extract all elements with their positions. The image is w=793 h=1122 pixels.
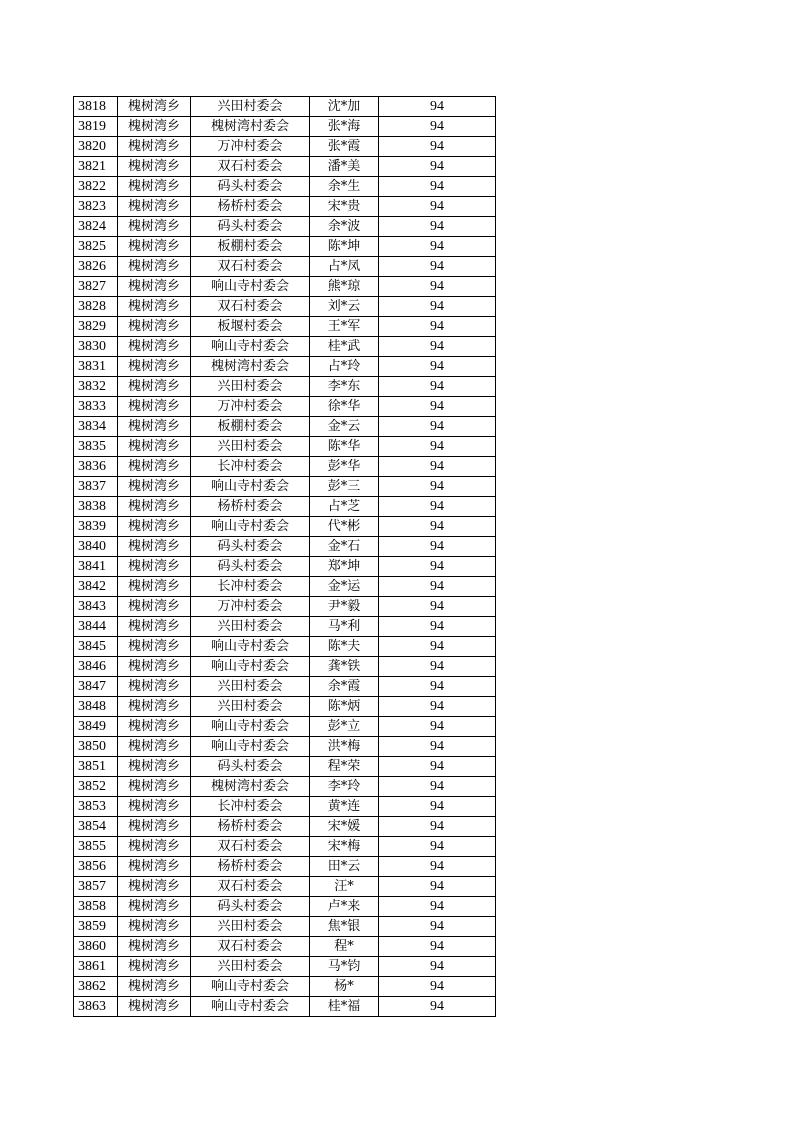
village-cell: 兴田村委会	[191, 377, 310, 397]
name-cell: 徐*华	[310, 397, 379, 417]
row-number-cell: 3840	[74, 537, 118, 557]
score-cell: 94	[379, 477, 496, 497]
row-number-cell: 3857	[74, 877, 118, 897]
row-number-cell: 3822	[74, 177, 118, 197]
name-cell: 郑*坤	[310, 557, 379, 577]
village-cell: 板堰村委会	[191, 317, 310, 337]
row-number-cell: 3819	[74, 117, 118, 137]
table-row	[74, 677, 496, 697]
township-cell: 槐树湾乡	[118, 957, 191, 977]
table-row	[74, 937, 496, 957]
table-row	[74, 397, 496, 417]
score-cell: 94	[379, 237, 496, 257]
village-cell: 万冲村委会	[191, 597, 310, 617]
row-number-cell: 3848	[74, 697, 118, 717]
township-cell: 槐树湾乡	[118, 217, 191, 237]
records-table-body	[74, 97, 496, 1017]
row-number-cell: 3833	[74, 397, 118, 417]
village-cell: 板棚村委会	[191, 237, 310, 257]
score-cell: 94	[379, 137, 496, 157]
row-number-cell: 3829	[74, 317, 118, 337]
township-cell: 槐树湾乡	[118, 417, 191, 437]
township-cell: 槐树湾乡	[118, 597, 191, 617]
score-cell: 94	[379, 157, 496, 177]
name-cell: 彭*立	[310, 717, 379, 737]
score-cell: 94	[379, 517, 496, 537]
table-row	[74, 837, 496, 857]
township-cell: 槐树湾乡	[118, 197, 191, 217]
village-cell: 响山寺村委会	[191, 717, 310, 737]
score-cell: 94	[379, 677, 496, 697]
table-row	[74, 757, 496, 777]
name-cell: 黄*连	[310, 797, 379, 817]
score-cell: 94	[379, 917, 496, 937]
row-number-cell: 3843	[74, 597, 118, 617]
table-row	[74, 137, 496, 157]
row-number-cell: 3849	[74, 717, 118, 737]
score-cell: 94	[379, 97, 496, 117]
score-cell: 94	[379, 977, 496, 997]
village-cell: 码头村委会	[191, 557, 310, 577]
score-cell: 94	[379, 357, 496, 377]
table-row	[74, 717, 496, 737]
table-row	[74, 357, 496, 377]
row-number-cell: 3856	[74, 857, 118, 877]
table-row	[74, 177, 496, 197]
score-cell: 94	[379, 657, 496, 677]
village-cell: 响山寺村委会	[191, 977, 310, 997]
score-cell: 94	[379, 377, 496, 397]
score-cell: 94	[379, 397, 496, 417]
table-row	[74, 637, 496, 657]
name-cell: 彭*三	[310, 477, 379, 497]
records-table	[73, 96, 496, 1017]
score-cell: 94	[379, 437, 496, 457]
row-number-cell: 3830	[74, 337, 118, 357]
village-cell: 万冲村委会	[191, 397, 310, 417]
village-cell: 槐树湾村委会	[191, 777, 310, 797]
name-cell: 刘*云	[310, 297, 379, 317]
row-number-cell: 3851	[74, 757, 118, 777]
score-cell: 94	[379, 537, 496, 557]
township-cell: 槐树湾乡	[118, 657, 191, 677]
table-row	[74, 537, 496, 557]
score-cell: 94	[379, 777, 496, 797]
table-row	[74, 317, 496, 337]
township-cell: 槐树湾乡	[118, 237, 191, 257]
village-cell: 兴田村委会	[191, 677, 310, 697]
township-cell: 槐树湾乡	[118, 377, 191, 397]
table-row	[74, 117, 496, 137]
score-cell: 94	[379, 877, 496, 897]
township-cell: 槐树湾乡	[118, 637, 191, 657]
township-cell: 槐树湾乡	[118, 797, 191, 817]
row-number-cell: 3821	[74, 157, 118, 177]
table-row	[74, 257, 496, 277]
score-cell: 94	[379, 557, 496, 577]
score-cell: 94	[379, 217, 496, 237]
table-row	[74, 497, 496, 517]
township-cell: 槐树湾乡	[118, 557, 191, 577]
name-cell: 陈*华	[310, 437, 379, 457]
village-cell: 长冲村委会	[191, 577, 310, 597]
village-cell: 槐树湾村委会	[191, 117, 310, 137]
table-row	[74, 237, 496, 257]
name-cell: 李*玲	[310, 777, 379, 797]
township-cell: 槐树湾乡	[118, 977, 191, 997]
village-cell: 码头村委会	[191, 757, 310, 777]
score-cell: 94	[379, 697, 496, 717]
score-cell: 94	[379, 637, 496, 657]
township-cell: 槐树湾乡	[118, 577, 191, 597]
name-cell: 张*霞	[310, 137, 379, 157]
village-cell: 响山寺村委会	[191, 737, 310, 757]
table-row	[74, 337, 496, 357]
table-row	[74, 217, 496, 237]
table-row	[74, 197, 496, 217]
name-cell: 田*云	[310, 857, 379, 877]
row-number-cell: 3818	[74, 97, 118, 117]
row-number-cell: 3862	[74, 977, 118, 997]
township-cell: 槐树湾乡	[118, 157, 191, 177]
township-cell: 槐树湾乡	[118, 757, 191, 777]
village-cell: 双石村委会	[191, 937, 310, 957]
name-cell: 洪*梅	[310, 737, 379, 757]
township-cell: 槐树湾乡	[118, 177, 191, 197]
row-number-cell: 3820	[74, 137, 118, 157]
village-cell: 响山寺村委会	[191, 657, 310, 677]
name-cell: 金*石	[310, 537, 379, 557]
township-cell: 槐树湾乡	[118, 317, 191, 337]
score-cell: 94	[379, 257, 496, 277]
township-cell: 槐树湾乡	[118, 477, 191, 497]
row-number-cell: 3863	[74, 997, 118, 1017]
name-cell: 张*海	[310, 117, 379, 137]
table-row	[74, 857, 496, 877]
table-row	[74, 737, 496, 757]
village-cell: 杨桥村委会	[191, 197, 310, 217]
township-cell: 槐树湾乡	[118, 877, 191, 897]
township-cell: 槐树湾乡	[118, 697, 191, 717]
village-cell: 杨桥村委会	[191, 857, 310, 877]
name-cell: 宋*梅	[310, 837, 379, 857]
row-number-cell: 3845	[74, 637, 118, 657]
township-cell: 槐树湾乡	[118, 857, 191, 877]
row-number-cell: 3859	[74, 917, 118, 937]
village-cell: 码头村委会	[191, 217, 310, 237]
township-cell: 槐树湾乡	[118, 937, 191, 957]
table-row	[74, 417, 496, 437]
name-cell: 龚*铁	[310, 657, 379, 677]
row-number-cell: 3825	[74, 237, 118, 257]
name-cell: 王*军	[310, 317, 379, 337]
table-row	[74, 817, 496, 837]
name-cell: 余*生	[310, 177, 379, 197]
township-cell: 槐树湾乡	[118, 457, 191, 477]
village-cell: 响山寺村委会	[191, 477, 310, 497]
table-row	[74, 477, 496, 497]
score-cell: 94	[379, 597, 496, 617]
village-cell: 杨桥村委会	[191, 817, 310, 837]
village-cell: 兴田村委会	[191, 617, 310, 637]
village-cell: 兴田村委会	[191, 437, 310, 457]
township-cell: 槐树湾乡	[118, 337, 191, 357]
row-number-cell: 3861	[74, 957, 118, 977]
village-cell: 兴田村委会	[191, 957, 310, 977]
name-cell: 余*霞	[310, 677, 379, 697]
name-cell: 彭*华	[310, 457, 379, 477]
row-number-cell: 3850	[74, 737, 118, 757]
name-cell: 桂*武	[310, 337, 379, 357]
score-cell: 94	[379, 737, 496, 757]
score-cell: 94	[379, 857, 496, 877]
score-cell: 94	[379, 937, 496, 957]
village-cell: 长冲村委会	[191, 797, 310, 817]
row-number-cell: 3858	[74, 897, 118, 917]
row-number-cell: 3823	[74, 197, 118, 217]
name-cell: 程*	[310, 937, 379, 957]
name-cell: 熊*琼	[310, 277, 379, 297]
township-cell: 槐树湾乡	[118, 777, 191, 797]
score-cell: 94	[379, 277, 496, 297]
village-cell: 双石村委会	[191, 257, 310, 277]
name-cell: 陈*夫	[310, 637, 379, 657]
table-row	[74, 657, 496, 677]
table-row	[74, 617, 496, 637]
table-row	[74, 997, 496, 1017]
score-cell: 94	[379, 117, 496, 137]
score-cell: 94	[379, 797, 496, 817]
village-cell: 码头村委会	[191, 177, 310, 197]
row-number-cell: 3852	[74, 777, 118, 797]
name-cell: 焦*银	[310, 917, 379, 937]
table-row	[74, 977, 496, 997]
name-cell: 陈*坤	[310, 237, 379, 257]
village-cell: 板棚村委会	[191, 417, 310, 437]
township-cell: 槐树湾乡	[118, 677, 191, 697]
row-number-cell: 3828	[74, 297, 118, 317]
row-number-cell: 3841	[74, 557, 118, 577]
township-cell: 槐树湾乡	[118, 617, 191, 637]
score-cell: 94	[379, 997, 496, 1017]
row-number-cell: 3855	[74, 837, 118, 857]
score-cell: 94	[379, 457, 496, 477]
name-cell: 宋*贵	[310, 197, 379, 217]
village-cell: 响山寺村委会	[191, 337, 310, 357]
score-cell: 94	[379, 497, 496, 517]
village-cell: 万冲村委会	[191, 137, 310, 157]
table-row	[74, 437, 496, 457]
score-cell: 94	[379, 297, 496, 317]
name-cell: 占*玲	[310, 357, 379, 377]
village-cell: 响山寺村委会	[191, 277, 310, 297]
score-cell: 94	[379, 417, 496, 437]
name-cell: 汪*	[310, 877, 379, 897]
village-cell: 双石村委会	[191, 297, 310, 317]
township-cell: 槐树湾乡	[118, 397, 191, 417]
township-cell: 槐树湾乡	[118, 537, 191, 557]
village-cell: 兴田村委会	[191, 917, 310, 937]
township-cell: 槐树湾乡	[118, 517, 191, 537]
score-cell: 94	[379, 197, 496, 217]
row-number-cell: 3847	[74, 677, 118, 697]
row-number-cell: 3834	[74, 417, 118, 437]
name-cell: 潘*美	[310, 157, 379, 177]
row-number-cell: 3842	[74, 577, 118, 597]
table-row	[74, 917, 496, 937]
name-cell: 余*波	[310, 217, 379, 237]
township-cell: 槐树湾乡	[118, 437, 191, 457]
township-cell: 槐树湾乡	[118, 817, 191, 837]
table-row	[74, 157, 496, 177]
name-cell: 金*云	[310, 417, 379, 437]
township-cell: 槐树湾乡	[118, 117, 191, 137]
row-number-cell: 3835	[74, 437, 118, 457]
table-row	[74, 797, 496, 817]
score-cell: 94	[379, 617, 496, 637]
township-cell: 槐树湾乡	[118, 917, 191, 937]
village-cell: 杨桥村委会	[191, 497, 310, 517]
row-number-cell: 3844	[74, 617, 118, 637]
village-cell: 双石村委会	[191, 157, 310, 177]
township-cell: 槐树湾乡	[118, 357, 191, 377]
name-cell: 程*荣	[310, 757, 379, 777]
score-cell: 94	[379, 817, 496, 837]
village-cell: 响山寺村委会	[191, 517, 310, 537]
table-row	[74, 897, 496, 917]
score-cell: 94	[379, 317, 496, 337]
score-cell: 94	[379, 957, 496, 977]
row-number-cell: 3837	[74, 477, 118, 497]
township-cell: 槐树湾乡	[118, 997, 191, 1017]
name-cell: 马*利	[310, 617, 379, 637]
score-cell: 94	[379, 577, 496, 597]
name-cell: 李*东	[310, 377, 379, 397]
row-number-cell: 3832	[74, 377, 118, 397]
score-cell: 94	[379, 837, 496, 857]
table-row	[74, 557, 496, 577]
row-number-cell: 3860	[74, 937, 118, 957]
row-number-cell: 3839	[74, 517, 118, 537]
table-row	[74, 517, 496, 537]
row-number-cell: 3836	[74, 457, 118, 477]
township-cell: 槐树湾乡	[118, 277, 191, 297]
township-cell: 槐树湾乡	[118, 297, 191, 317]
village-cell: 双石村委会	[191, 837, 310, 857]
score-cell: 94	[379, 337, 496, 357]
township-cell: 槐树湾乡	[118, 257, 191, 277]
township-cell: 槐树湾乡	[118, 837, 191, 857]
name-cell: 马*钧	[310, 957, 379, 977]
village-cell: 码头村委会	[191, 897, 310, 917]
name-cell: 占*凤	[310, 257, 379, 277]
village-cell: 槐树湾村委会	[191, 357, 310, 377]
row-number-cell: 3854	[74, 817, 118, 837]
name-cell: 卢*来	[310, 897, 379, 917]
table-row	[74, 97, 496, 117]
score-cell: 94	[379, 897, 496, 917]
table-row	[74, 457, 496, 477]
township-cell: 槐树湾乡	[118, 737, 191, 757]
table-row	[74, 877, 496, 897]
village-cell: 双石村委会	[191, 877, 310, 897]
township-cell: 槐树湾乡	[118, 717, 191, 737]
village-cell: 兴田村委会	[191, 697, 310, 717]
name-cell: 桂*福	[310, 997, 379, 1017]
score-cell: 94	[379, 717, 496, 737]
name-cell: 沈*加	[310, 97, 379, 117]
score-cell: 94	[379, 757, 496, 777]
name-cell: 宋*媛	[310, 817, 379, 837]
score-cell: 94	[379, 177, 496, 197]
township-cell: 槐树湾乡	[118, 497, 191, 517]
table-row	[74, 277, 496, 297]
table-row	[74, 577, 496, 597]
table-row	[74, 777, 496, 797]
row-number-cell: 3838	[74, 497, 118, 517]
row-number-cell: 3827	[74, 277, 118, 297]
village-cell: 长冲村委会	[191, 457, 310, 477]
name-cell: 陈*炳	[310, 697, 379, 717]
name-cell: 尹*毅	[310, 597, 379, 617]
table-row	[74, 597, 496, 617]
name-cell: 杨*	[310, 977, 379, 997]
name-cell: 金*运	[310, 577, 379, 597]
row-number-cell: 3853	[74, 797, 118, 817]
village-cell: 响山寺村委会	[191, 637, 310, 657]
township-cell: 槐树湾乡	[118, 97, 191, 117]
table-row	[74, 697, 496, 717]
row-number-cell: 3846	[74, 657, 118, 677]
township-cell: 槐树湾乡	[118, 897, 191, 917]
village-cell: 码头村委会	[191, 537, 310, 557]
name-cell: 占*芝	[310, 497, 379, 517]
row-number-cell: 3826	[74, 257, 118, 277]
row-number-cell: 3824	[74, 217, 118, 237]
township-cell: 槐树湾乡	[118, 137, 191, 157]
village-cell: 兴田村委会	[191, 97, 310, 117]
table-row	[74, 297, 496, 317]
village-cell: 响山寺村委会	[191, 997, 310, 1017]
table-row	[74, 377, 496, 397]
name-cell: 代*彬	[310, 517, 379, 537]
row-number-cell: 3831	[74, 357, 118, 377]
table-row	[74, 957, 496, 977]
